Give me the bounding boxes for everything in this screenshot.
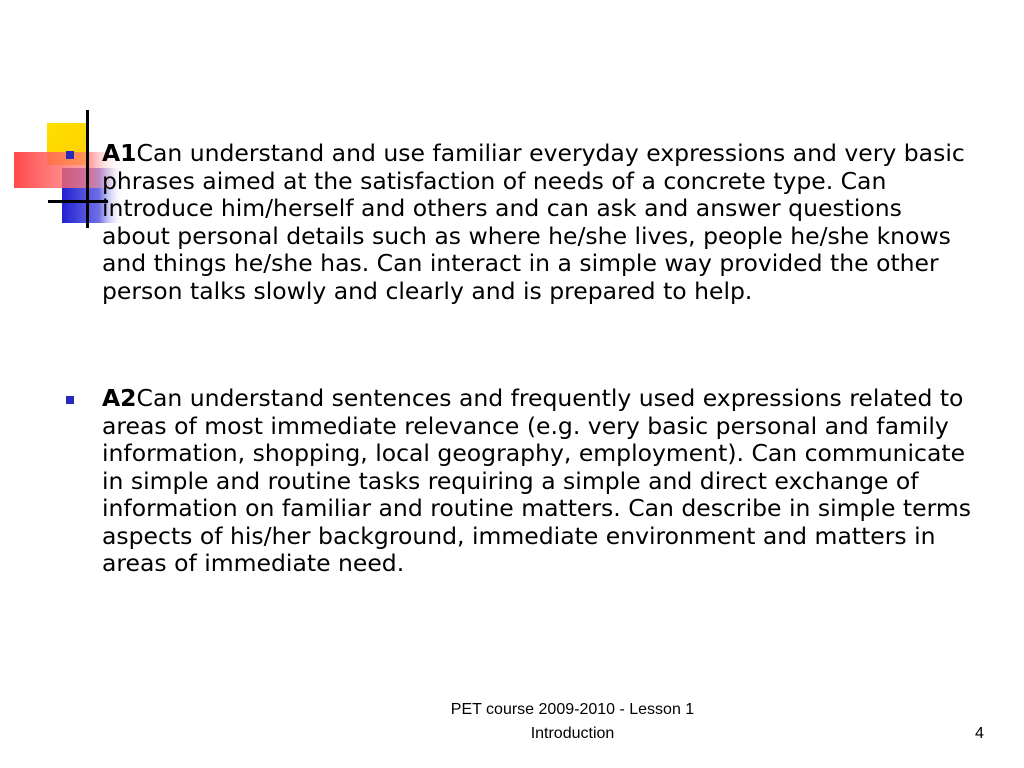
level-label: A1 bbox=[102, 139, 137, 167]
page-number: 4 bbox=[975, 725, 984, 742]
level-label: A2 bbox=[102, 384, 137, 412]
bullet-item-a2 bbox=[62, 385, 972, 578]
footer-course-title: PET course 2009-2010 - Lesson 1 bbox=[450, 701, 695, 718]
footer-subtitle: Introduction bbox=[530, 725, 615, 742]
bullet-square-icon bbox=[66, 151, 74, 159]
level-description: Can understand and use familiar everyday expressions and very basic phrases aimed at the satisfaction of needs of a concrete type. Can introduce him/herself and others and can ask and answer questions about personal details such as where he/she lives, people he/she knows and things he/she has. Can interact in a simple way provided the other person talks slowly and clearly and is prepared to help. bbox=[102, 139, 965, 305]
footer bbox=[400, 698, 745, 746]
bullet-square-icon bbox=[66, 396, 74, 404]
bullet-list bbox=[62, 140, 972, 578]
bullet-item-a1 bbox=[62, 140, 972, 305]
level-description: Can understand sentences and frequently used expressions related to areas of most immediate relevance (e.g. very basic personal and family information, shopping, local geography, employment). Can communicate in simple and routine tasks requiring a simple and direct exchange of information on familiar and routine matters. Can describe in simple terms aspects of his/her background, immediate environment and matters in areas of immediate need. bbox=[102, 384, 971, 577]
